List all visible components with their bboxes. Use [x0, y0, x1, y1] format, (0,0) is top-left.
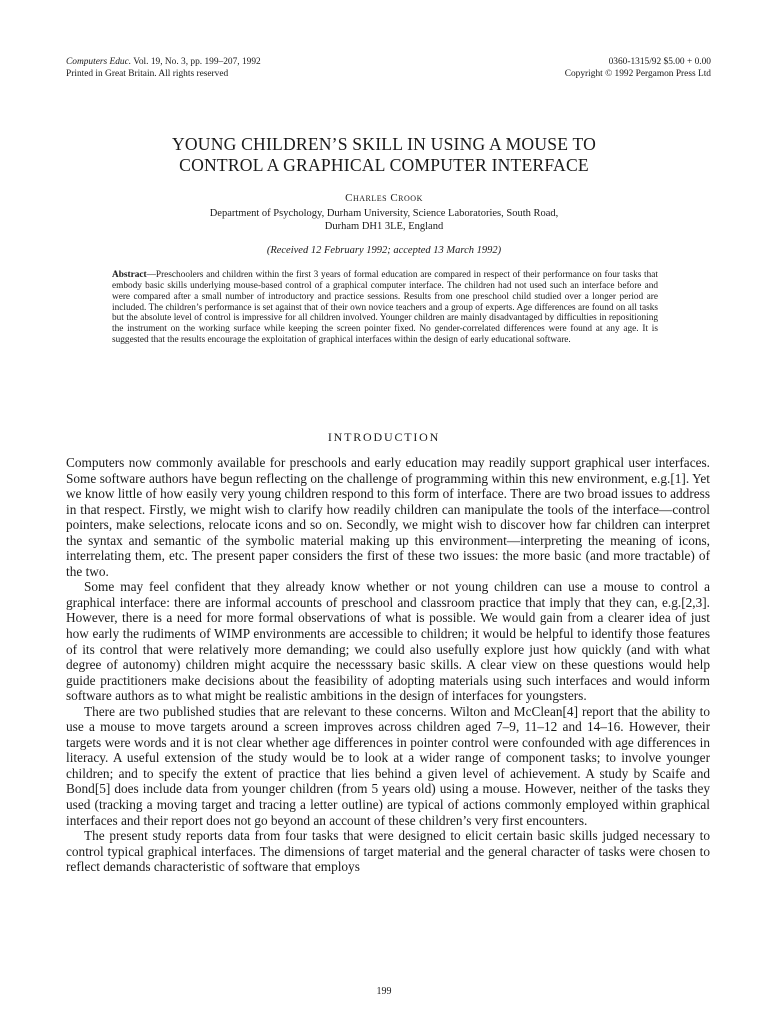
- received-dates: (Received 12 February 1992; accepted 13 March 1992): [266, 245, 502, 256]
- paragraph: There are two published studies that are relevant to these concerns. Wilton and McClean[4] report that the ability to use a mouse to move targets around a screen improves across children aged 7–9, 11–12 and 14–16. However, their targets were words and it is not clear whether age differences in pointer control were confounded with age differences in literacy. A useful extension of the study would be to look at a wider range of component tasks; to involve younger children; and to specify the extent of practice that lies behind a given level of achievement. A study by Scaife and Bond[5] does include data from younger children (from 5 years old) using a mouse. However, neither of the tasks they used (tracking a moving target and tracing a letter outline) are typical of actions commonly employed within graphical interfaces and their report does not go beyond an account of these children’s very first encounters.: [66, 703, 710, 828]
- citation-line: [66, 56, 261, 68]
- body-text: [66, 455, 710, 875]
- abstract-text: —Preschoolers and children within the first 3 years of formal education are compared in respect of their performance on four tasks that embody basic skills underlying mouse-based control of a graphical computer interface. The children had not used such an interface before and were compared after a small number of introductory and practice sessions. Results from one preschool child studied over a longer period are included. The children’s performance is set against that of their own novice teachers and a group of experts. Age differences are found on all tasks but the absolute level of control is impressive for all children involved. Younger children are mainly disadvantaged by difficulties in repositioning the instrument on the working surface while keeping the screen pointer fixed. No gender-correlated differences were found at any age. It is suggested that the results encourage the exploitation of graphical interfaces within the design of early educational software.: [112, 270, 658, 346]
- affiliation-line-1: Department of Psychology, Durham University, Science Laboratories, South Road,: [209, 208, 559, 219]
- abstract: [112, 270, 658, 346]
- page-number: 199: [376, 986, 392, 997]
- paper-title: [0, 134, 768, 176]
- title-line-1: YOUNG CHILDREN’S SKILL IN USING A MOUSE TO: [172, 134, 596, 154]
- title-line-2: CONTROL A GRAPHICAL COMPUTER INTERFACE: [179, 155, 589, 175]
- abstract-label: Abstract: [112, 270, 147, 280]
- author-name: Charles Crook: [345, 192, 423, 204]
- price-line: 0360-1315/92 $5.00 + 0.00: [608, 57, 711, 67]
- affiliation-line-2: Durham DH1 3LE, England: [324, 221, 444, 232]
- journal-citation: Vol. 19, No. 3, pp. 199–207, 1992: [133, 57, 261, 67]
- publisher-header: [565, 56, 711, 80]
- section-heading: INTRODUCTION: [327, 430, 441, 444]
- copyright-line: Copyright © 1992 Pergamon Press Ltd: [564, 69, 711, 79]
- journal-header: [66, 56, 261, 80]
- paragraph: The present study reports data from four tasks that were designed to elicit certain basic skills judged necessary to control typical graphical interfaces. The dimensions of target material and the general character of tasks were chosen to reflect demands characteristic of software that employs: [66, 828, 710, 875]
- journal-name: Computers Educ.: [66, 57, 132, 67]
- printed-line: Printed in Great Britain. All rights reserved: [66, 69, 229, 79]
- paragraph: Some may feel confident that they already know whether or not young children can use a mouse to control a graphical interface: there are informal accounts of preschool and classroom practice that imply that they can, e.g.[2,3]. However, there is a need for more formal observations of what is possible. We would gain from a clearer idea of just how early the rudiments of WIMP environments are accessible to children; it would be helpful to identify those features of its control that were relatively more demanding; we could also usefully explore just how quickly (and with what degree of autonomy) children might acquire the necesssary basic skills. A clear view on these questions would help guide practitioners make decisions about the feasibility of adopting materials using such interfaces and would inform software authors as to what might be realistic ambitions in the design of interfaces for youngsters.: [66, 579, 710, 704]
- author-affiliation: [0, 207, 768, 233]
- paragraph: Computers now commonly available for preschools and early education may readily support graphical user interfaces. Some software authors have begun reflecting on the challenge of programming within this new environment, e.g.[1]. Yet we know little of how easily very young children respond to this form of interface. There are two broad issues to address in that respect. Firstly, we might wish to clarify how readily children can manipulate the tools of the interface—control pointers, make selections, relocate icons and so on. Secondly, we might wish to discover how far children can interpret the syntax and semantic of the symbolic material making up this environment—interpreting the meaning of icons, interrelating them, etc. The present paper considers the first of these two issues: the more basic (and more tractable) of the two.: [66, 455, 710, 579]
